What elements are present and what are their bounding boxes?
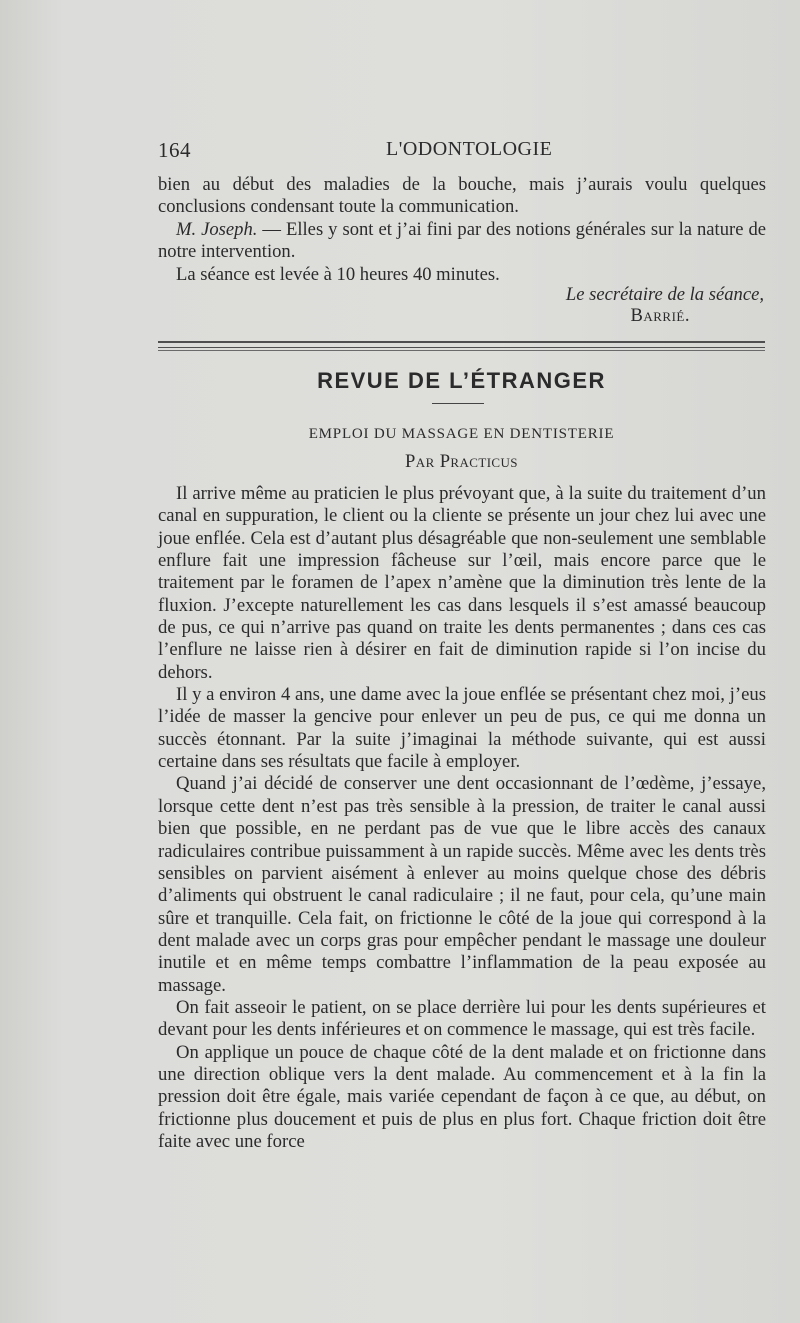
speaker-paragraph	[158, 219, 766, 264]
page-header	[158, 138, 768, 164]
meeting-minutes-conclusion	[158, 174, 766, 286]
article-paragraph: On fait asseoir le patient, on se place derrière lui pour les dents supérieures et devant pour les dents inférieures et on commence le massage, qui est très facile.	[158, 996, 766, 1041]
article-title: EMPLOI DU MASSAGE EN DENTISTERIE	[308, 426, 615, 442]
page-number: 164	[158, 138, 191, 162]
intro-paragraph: bien au début des maladies de la bouche, mais j’aurais voulu quelques conclusions condensant toute la communication.	[158, 174, 766, 218]
article-paragraph: On applique un pouce de chaque côté de la dent malade et on frictionne dans une direction oblique vers la dent malade. Au commencement et à la fin la pression doit être égale, mais variée cependant de façon à ce que, au début, on frictionne plus doucement et puis de plus en plus fort. Chaque friction doit être faite avec une force	[158, 1041, 766, 1152]
article-byline: Par Practicus	[405, 451, 518, 472]
article-paragraph: Quand j’ai décidé de conserver une dent occasionnant de l’œdème, j’essaye, lorsque cette dent n’est pas très sensible à la pression, de traiter le canal aussi bien que possible, en ne perdant pas de vue que le libre accès des canaux radiculaires contribue puissamment à un rapide succès. Même avec les dents très sensibles on parvient aisément à enlever au moins quelque chose des débris d’aliments qui obstruent le canal radiculaire ; il ne faut, pour cela, qu’une main sûre et tranquille. Cela fait, on frictionne le côté de la joue qui correspond à la dent malade avec un corps gras pour empêcher pendant le massage une douleur inutile et en même temps combattre l’inflammation de la peau exposée au massage.	[158, 773, 766, 996]
running-title: L'ODONTOLOGIE	[386, 138, 553, 160]
section-divider-double	[158, 341, 765, 348]
title-underline	[432, 403, 484, 404]
section-divider-thin	[158, 350, 765, 351]
article-paragraph: Il y a environ 4 ans, une dame avec la joue enflée se présentant chez moi, j’eus l’idée de masser la gencive pour enlever un peu de pus, ce qui me donna un succès étonnant. Par la suite j’imaginai la méthode suivante, qui est aussi certaine dans ses résultats que facile à employer.	[158, 684, 766, 773]
article-body	[158, 483, 766, 1153]
signature-role: Le secrétaire de la séance,	[565, 284, 764, 305]
signature-name: Barrié.	[630, 305, 690, 326]
section-title: REVUE DE L’ÉTRANGER	[317, 368, 606, 393]
speaker-name: M. Joseph.	[176, 218, 258, 240]
session-closing: La séance est levée à 10 heures 40 minutes.	[176, 263, 500, 285]
article-paragraph: Il arrive même au praticien le plus prévoyant que, à la suite du traitement d’un canal en suppuration, le client ou la cliente se présente un jour chez lui avec une joue enflée. Cela est d’autant plus désagréable que non-seulement une semblable enflure fait une impression fâcheuse sur l’œil, mais encore parce que le traitement par le foramen de l’apex n’amène que la diminution très lente de la fluxion. J’excepte naturellement les cas dans lesquels il s’est amassé beaucoup de pus, ce qui n’arrive pas quand on traite les dents permanentes ; dans ces cas l’enflure ne laisse rien à désirer en fait de diminution rapide si l’on incise du dehors.	[158, 483, 766, 683]
speaker-reply: — Elles y sont et j’ai fini par des notions générales sur la nature de notre intervention.	[158, 218, 766, 263]
